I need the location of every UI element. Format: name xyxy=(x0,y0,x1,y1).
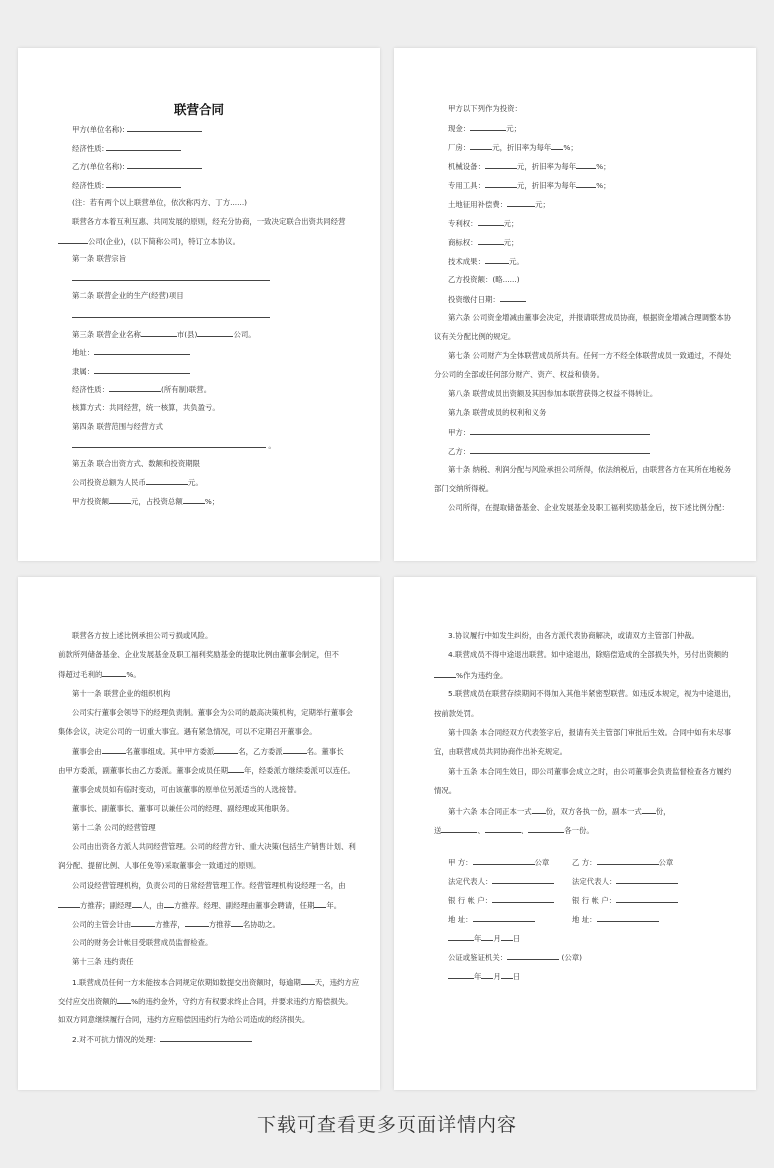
text-segment: 前款所列储备基金、企业发展基金及职工福利奖励基金的提取比例由董事会制定，但不 xyxy=(58,650,339,660)
contract-page-4 xyxy=(394,577,756,1090)
text-segment: 第十二条 公司的经营管理 xyxy=(72,823,156,832)
text-line xyxy=(58,996,353,1007)
text-segment: 公章 xyxy=(534,858,550,867)
text-segment: 第一条 联营宗旨 xyxy=(72,254,127,264)
blank-underline xyxy=(72,310,270,318)
text-segment: 第二条 联营企业的生产(经营)项目 xyxy=(72,291,184,301)
text-line xyxy=(448,142,578,153)
text-segment: 月 xyxy=(493,972,501,981)
blank-underline xyxy=(485,161,517,169)
text-line xyxy=(448,313,731,323)
text-segment: 厂房： xyxy=(448,143,471,152)
text-segment: 董事会由 xyxy=(72,747,102,757)
text-segment: 经济性质: xyxy=(72,143,107,153)
text-segment: 第十一条 联营企业的组织机构 xyxy=(72,688,171,698)
text-segment: 甲方以下列作为投资： xyxy=(448,104,522,113)
blank-underline xyxy=(94,366,190,374)
blank-underline xyxy=(470,142,492,150)
text-segment: 公司的主管会计由 xyxy=(72,920,132,929)
text-line xyxy=(448,218,518,229)
text-segment: 第八条 联营成员出资额及其因参加本联营获得之权益不得转让。 xyxy=(448,389,658,398)
text-segment: 润分配、提留比例、人事任免等)采取董事会一致通过的原则。 xyxy=(58,861,261,871)
text-segment: 地 址： xyxy=(448,915,473,924)
text-segment: 公司由出资各方派人共同经营管理。公司的经营方针、重大决策(包括生产销售计划、利 xyxy=(72,842,356,852)
text-line xyxy=(72,823,156,833)
text-line xyxy=(434,747,567,757)
text-segment: %； xyxy=(596,181,611,190)
text-segment: 公司所得，在提取储备基金、企业发展基金及职工福利奖励基金后，按下述比例分配： xyxy=(448,503,729,512)
blank-underline xyxy=(485,180,517,188)
text-segment: 名董事组成。其中甲方委派 xyxy=(125,747,215,757)
text-segment: 甲 方： xyxy=(448,858,473,867)
blank-underline xyxy=(470,427,650,435)
text-segment: 部门交纳所得税。 xyxy=(434,484,494,493)
text-segment: 元。 xyxy=(508,257,524,266)
text-segment: 元，折旧率为每年 xyxy=(516,181,577,190)
blank-underline xyxy=(102,746,126,754)
text-segment: (公章) xyxy=(559,953,583,962)
text-segment: 地址： xyxy=(72,348,95,358)
text-line xyxy=(448,180,611,191)
text-segment: 、 xyxy=(520,826,529,835)
contract-page-3 xyxy=(18,577,380,1090)
text-segment: 公章 xyxy=(658,858,674,867)
text-line xyxy=(434,670,507,681)
blank-underline xyxy=(197,329,233,337)
text-segment: 份，双方各执一份，副本一式 xyxy=(545,806,642,816)
text-segment: 公司。 xyxy=(233,329,256,339)
blank-underline xyxy=(183,496,205,504)
contract-page-1 xyxy=(18,48,380,561)
blank-underline xyxy=(507,199,535,207)
text-segment: 乙方(单位名称): xyxy=(72,162,127,172)
text-segment: 按前款处罚。 xyxy=(434,708,479,718)
blank-underline xyxy=(228,765,244,773)
text-segment: 第四条 联营范围与经营方式 xyxy=(72,421,164,431)
text-line xyxy=(72,746,344,757)
blank-underline xyxy=(72,440,266,448)
text-segment: 公司投资总额为人民币 xyxy=(72,478,146,488)
text-line xyxy=(448,857,549,868)
text-segment: 日 xyxy=(512,934,521,943)
text-segment: 核算方式：共同经营，统一核算，共负盈亏。 xyxy=(72,403,220,412)
text-segment: 市(县) xyxy=(176,329,198,339)
text-line xyxy=(72,143,181,154)
text-segment: 法定代表人： xyxy=(448,877,493,886)
text-segment: 第三条 联营企业名称 xyxy=(72,329,141,339)
text-segment: 乙 方： xyxy=(572,858,597,867)
blank-underline xyxy=(501,933,513,941)
text-segment: 元，折旧率为每年 xyxy=(492,143,552,152)
text-segment: 第七条 公司财产为全体联营成员所共有。任何一方不经全体联营成员一致通过，不得处 xyxy=(448,351,732,360)
text-segment: 名协助之。 xyxy=(242,920,280,929)
text-segment: %； xyxy=(204,497,220,506)
text-segment: 投资缴付日期： xyxy=(448,295,500,304)
text-line xyxy=(72,631,212,641)
blank-underline xyxy=(473,914,535,922)
text-segment: 联营各方按上述比例承担公司亏损或风险。 xyxy=(72,631,213,640)
text-segment: %。 xyxy=(126,670,141,680)
text-segment: 元； xyxy=(506,124,521,133)
blank-underline xyxy=(127,124,202,132)
text-segment: 由甲方委派，副董事长由乙方委派。董事会成员任期 xyxy=(58,766,228,776)
text-segment: (所有制)联营。 xyxy=(160,385,212,395)
text-line xyxy=(572,857,673,868)
text-segment: 分公司的全部或任何部分财产、资产、权益和债务。 xyxy=(434,370,604,379)
text-line xyxy=(448,933,520,944)
blank-underline xyxy=(470,446,650,454)
text-line xyxy=(434,484,493,494)
text-segment: 银 行 帐 户： xyxy=(448,896,493,905)
blank-underline xyxy=(231,919,243,927)
text-segment: 甲方： xyxy=(448,428,471,437)
text-line xyxy=(448,895,554,906)
text-line xyxy=(72,919,280,930)
text-segment: 如双方同意继续履行合同，违约方应赔偿因违约行为给公司造成的经济损失。 xyxy=(58,1015,310,1024)
blank-underline xyxy=(532,806,546,814)
text-line xyxy=(448,767,731,777)
text-line xyxy=(572,876,678,887)
text-segment: 乙方： xyxy=(448,447,471,456)
blank-underline xyxy=(448,971,474,979)
text-segment: 1.联营成员任何一方未能按本合同规定依期如数提交出资额时，每逾期 xyxy=(72,977,301,987)
text-segment: 董事长、副董事长、董事可以兼任公司的经理、副经理或其他职务。 xyxy=(72,803,294,813)
text-segment: 经济性质: xyxy=(72,180,107,190)
text-line xyxy=(448,351,731,361)
text-segment: 名。董事长 xyxy=(306,747,344,757)
text-segment: 联营各方本着互利互惠、共同发展的原则，经充分协商，一致决定联合出资共同经营 xyxy=(72,217,346,226)
blank-underline xyxy=(478,218,504,226)
text-line xyxy=(58,900,341,911)
text-line xyxy=(72,1034,252,1045)
text-line xyxy=(72,977,359,988)
text-segment: 董事会成员如有临时变动，可由该董事的原单位另派适当的人选接替。 xyxy=(72,784,302,794)
text-line xyxy=(72,459,200,469)
text-segment: 5.联营成员在联营存续期间不得加入其他半紧密型联营。如违反本规定，视为中途退出， xyxy=(448,689,736,699)
text-segment: 第十三条 违约责任 xyxy=(72,957,134,967)
text-line xyxy=(448,256,524,267)
text-line xyxy=(448,446,650,457)
blank-underline xyxy=(117,996,131,1004)
text-line xyxy=(448,876,554,887)
blank-underline xyxy=(470,123,506,131)
text-line xyxy=(72,366,190,377)
blank-underline xyxy=(109,496,131,504)
text-segment: %； xyxy=(596,162,611,171)
text-line xyxy=(448,631,699,641)
text-segment: 第十四条 本合同经双方代表签字后，报请有关主管部门审批后生效。合同中如有未尽事 xyxy=(448,728,732,737)
text-segment: 现金： xyxy=(448,124,471,133)
text-segment: 送 xyxy=(434,826,442,835)
blank-underline xyxy=(485,825,521,833)
text-segment: 方推荐。经理、副经理由董事会聘请，任期 xyxy=(173,900,315,910)
text-line xyxy=(58,765,355,776)
text-segment: 元； xyxy=(535,200,550,209)
text-segment: 第十条 纳税、利润分配与风险承担公司所得，依法纳税后，由联营各方在其所在地税务 xyxy=(448,465,732,474)
blank-underline xyxy=(597,857,659,865)
text-segment: 日 xyxy=(512,972,521,981)
text-segment: 地 址： xyxy=(572,915,597,924)
text-line xyxy=(58,669,141,680)
blank-underline xyxy=(164,900,174,908)
text-line xyxy=(448,914,535,925)
text-line xyxy=(448,806,671,817)
text-line xyxy=(448,971,520,982)
text-line xyxy=(434,786,456,796)
blank-underline xyxy=(642,806,656,814)
text-line xyxy=(448,161,611,172)
text-segment: 技术成果： xyxy=(448,257,485,266)
text-segment: 得超过毛利的 xyxy=(58,670,103,680)
blank-underline xyxy=(72,273,270,281)
text-line xyxy=(72,422,163,432)
blank-underline xyxy=(507,952,559,960)
blank-underline xyxy=(132,900,142,908)
text-line xyxy=(72,273,270,284)
blank-underline xyxy=(441,825,477,833)
text-line xyxy=(72,477,203,488)
text-segment: 。 xyxy=(266,441,276,451)
text-line xyxy=(434,332,515,342)
text-line xyxy=(72,198,247,208)
blank-underline xyxy=(185,919,209,927)
text-segment: 公司设经营管理机构，负责公司的日常经营管理工作。经营管理机构设经理一名，由 xyxy=(72,880,346,890)
text-segment: 机械设备： xyxy=(448,162,485,171)
blank-underline xyxy=(58,900,80,908)
blank-underline xyxy=(434,670,456,678)
text-line xyxy=(72,217,345,227)
text-segment: 年，经委派方继续委派可以连任。 xyxy=(244,766,355,776)
blank-underline xyxy=(478,237,504,245)
text-line xyxy=(58,861,260,871)
text-segment: 交付应交出资额的 xyxy=(58,996,118,1006)
text-segment: 天，违约方应 xyxy=(314,977,360,987)
text-line xyxy=(72,689,170,699)
blank-underline xyxy=(501,971,513,979)
text-segment: 年 xyxy=(474,972,482,981)
blank-underline xyxy=(597,914,659,922)
text-line xyxy=(448,294,526,305)
text-segment: 宜，由联营成员共同协商作出补充规定。 xyxy=(434,747,568,757)
text-segment: 2.对不可抗力情况的处理： xyxy=(72,1035,161,1045)
blank-underline xyxy=(301,977,315,985)
text-segment: 方推荐 xyxy=(208,920,231,929)
text-segment: 各一份。 xyxy=(564,826,594,835)
text-line xyxy=(72,881,345,891)
text-line xyxy=(72,180,181,191)
text-segment: %的违约金外，守约方有权要求终止合同，并要求违约方赔偿损失。 xyxy=(131,996,353,1006)
text-segment: 元。 xyxy=(187,478,203,488)
text-line xyxy=(58,1015,309,1025)
text-segment: 情况。 xyxy=(434,786,457,796)
text-segment: 年。 xyxy=(326,900,342,910)
text-line xyxy=(448,123,521,134)
text-line xyxy=(72,161,202,172)
blank-underline xyxy=(106,143,181,151)
text-line xyxy=(448,408,546,418)
text-line xyxy=(572,914,659,925)
text-segment: 公司的财务会计帐目受联营成员监督检查。 xyxy=(72,938,213,948)
text-line xyxy=(448,952,582,963)
blank-underline xyxy=(58,236,88,244)
text-line xyxy=(72,804,294,814)
blank-underline xyxy=(616,876,678,884)
text-segment: 方推荐；副经理 xyxy=(80,900,132,910)
text-segment: 、 xyxy=(477,826,485,835)
text-line xyxy=(72,842,356,852)
blank-underline xyxy=(146,477,188,485)
text-segment: 商标权： xyxy=(448,238,478,247)
text-segment: 元，折旧率为每年 xyxy=(516,162,577,171)
text-segment: 第五条 联合出资方式、数额和投资期限 xyxy=(72,458,200,468)
blank-underline xyxy=(102,669,126,677)
text-line xyxy=(72,496,219,507)
blank-underline xyxy=(106,180,181,188)
page-title: 联营合同 xyxy=(173,102,224,117)
blank-underline xyxy=(616,895,678,903)
text-segment: 公司实行董事会领导下的经理负责制。董事会为公司的最高决策机构，定期举行董事会 xyxy=(72,707,353,717)
text-line xyxy=(434,709,478,719)
blank-underline xyxy=(481,933,493,941)
text-line xyxy=(434,825,594,836)
text-segment: 名，乙方委派 xyxy=(238,747,283,757)
text-segment: 元； xyxy=(503,219,519,228)
text-line xyxy=(448,650,729,660)
blank-underline xyxy=(141,329,177,337)
text-line xyxy=(72,708,353,718)
text-segment: 月 xyxy=(493,934,501,943)
text-segment: 第六条 公司资金增减由董事会决定，并报请联营成员协商，根据资金增减合理调整本协 xyxy=(448,313,732,322)
text-line xyxy=(58,650,339,660)
text-segment: 第九条 联营成员的权利和义务 xyxy=(448,408,547,417)
text-line xyxy=(72,785,301,795)
blank-underline xyxy=(448,933,474,941)
text-segment: (注：若有两个以上联营单位，依次称丙方、丁方......) xyxy=(72,198,248,208)
blank-underline xyxy=(576,180,596,188)
text-segment: 专用工具： xyxy=(448,181,485,190)
text-line xyxy=(448,689,736,699)
text-segment: 份， xyxy=(655,806,671,816)
text-segment: 3.协议履行中如发生纠纷，由各方派代表协商解决，或请双方主管部门仲裁。 xyxy=(448,631,699,640)
blank-underline xyxy=(314,900,326,908)
text-line xyxy=(448,427,650,438)
text-line xyxy=(58,236,240,247)
blank-underline xyxy=(551,142,563,150)
text-line xyxy=(448,728,731,738)
text-line xyxy=(72,124,202,135)
text-segment: 法定代表人： xyxy=(572,877,617,886)
text-segment: 土地征用补偿费： xyxy=(448,200,508,209)
text-line xyxy=(72,347,190,358)
blank-underline xyxy=(127,161,202,169)
text-line xyxy=(72,291,184,301)
text-segment: 公证或鉴证机关： xyxy=(448,953,508,962)
text-line xyxy=(72,329,256,340)
text-segment: %作为违约金。 xyxy=(456,670,508,680)
text-line xyxy=(434,370,604,380)
blank-underline xyxy=(473,857,535,865)
text-segment: 方推荐， xyxy=(155,920,185,929)
text-line xyxy=(448,275,520,285)
text-segment: 银 行 帐 户： xyxy=(572,896,617,905)
text-segment: 4.联营成员不得中途退出联营。如中途退出，除赔偿造成的全部损失外，另付出资额的 xyxy=(448,650,729,660)
text-line xyxy=(448,237,518,248)
text-segment: 公司(企业)，(以下简称公司)，特订立本协议。 xyxy=(88,236,240,246)
text-line xyxy=(72,957,133,967)
text-segment: 元，占投资总额 xyxy=(130,497,183,506)
blank-underline xyxy=(500,294,526,302)
text-segment: 隶属： xyxy=(72,366,95,376)
blank-underline xyxy=(528,825,564,833)
text-segment: 人，由 xyxy=(141,900,164,910)
text-segment: 第十五条 本合同生效日，即公司董事会成立之时，由公司董事会负责监督检查各方履约 xyxy=(448,766,732,776)
text-segment: 议有关分配比例的规定。 xyxy=(434,332,516,341)
text-segment: 甲方投资额 xyxy=(72,497,109,506)
text-segment: %； xyxy=(563,143,578,152)
text-line xyxy=(572,895,678,906)
text-segment: 专利权： xyxy=(448,219,478,228)
text-line xyxy=(72,310,270,321)
text-line xyxy=(72,384,211,395)
text-segment: 集体会议，决定公司的一切重大事宜。遇有紧急情况，可以不定期召开董事会。 xyxy=(58,727,317,736)
text-segment: 甲方(单位名称): xyxy=(72,125,127,134)
text-line xyxy=(72,403,220,413)
blank-underline xyxy=(214,746,238,754)
blank-underline xyxy=(492,876,554,884)
blank-underline xyxy=(160,1034,252,1042)
text-segment: 乙方投资额：(略......) xyxy=(448,275,520,284)
text-segment: 经济性质： xyxy=(72,385,109,395)
blank-underline xyxy=(576,161,596,169)
blank-underline xyxy=(485,256,509,264)
blank-underline xyxy=(283,746,307,754)
text-line xyxy=(72,440,276,451)
text-line xyxy=(448,104,522,114)
text-line xyxy=(448,199,550,210)
blank-underline xyxy=(481,971,493,979)
blank-underline xyxy=(109,384,161,392)
text-line xyxy=(448,465,731,475)
blank-underline xyxy=(492,895,554,903)
footer-download-text: 下载可查看更多页面详情内容 xyxy=(256,1114,517,1136)
text-line xyxy=(58,727,317,737)
text-segment: 年 xyxy=(474,934,482,943)
text-line xyxy=(448,389,657,399)
text-segment: 第十六条 本合同正本一式 xyxy=(448,806,532,816)
text-line xyxy=(72,254,126,264)
blank-underline xyxy=(131,919,155,927)
blank-underline xyxy=(94,347,190,355)
contract-page-2 xyxy=(394,48,756,561)
text-line xyxy=(448,503,729,513)
text-line xyxy=(72,938,212,948)
text-segment: 元； xyxy=(503,238,519,247)
